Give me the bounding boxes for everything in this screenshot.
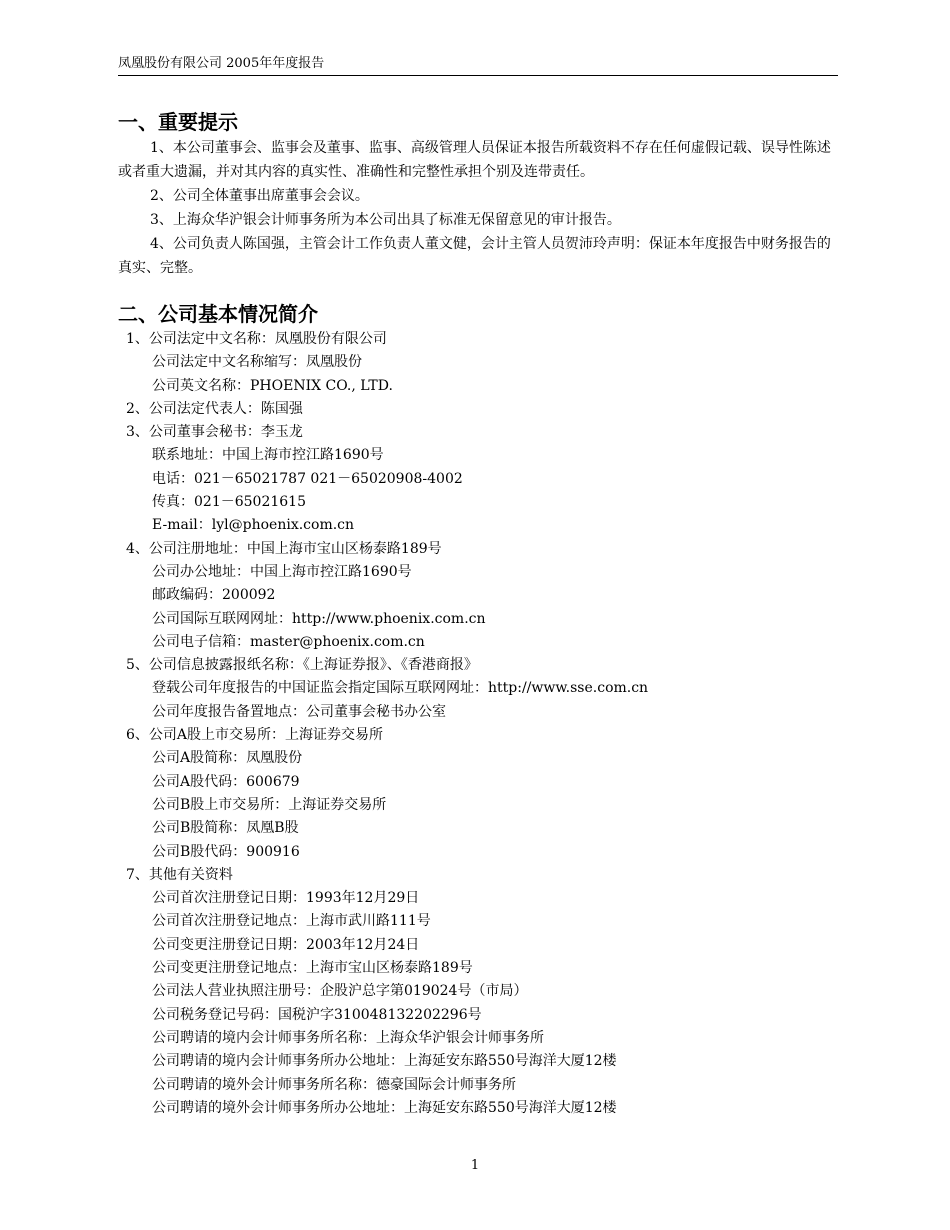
notice-paragraph-2: 2、公司全体董事出席董事会会议。	[150, 188, 369, 204]
info-line-board-secretary: 3、公司董事会秘书：李玉龙	[126, 424, 303, 441]
info-line-website: 公司国际互联网网址：http://www.phoenix.com.cn	[152, 610, 486, 627]
info-line-office-address: 公司办公地址：中国上海市控江路1690号	[152, 563, 412, 580]
info-line-domestic-auditor-address: 公司聘请的境内会计师事务所办公地址：上海延安东路550号海洋大厦12楼	[152, 1053, 617, 1070]
info-line-other-info: 7、其他有关资料	[126, 866, 233, 883]
info-line-legal-rep: 2、公司法定代表人：陈国强	[126, 400, 303, 417]
info-line-a-share-exchange: 6、公司A股上市交易所：上海证券交易所	[126, 727, 384, 744]
info-line-report-location: 公司年度报告备置地点：公司董事会秘书办公室	[152, 703, 446, 720]
section-1-title: 一、重要提示	[118, 110, 238, 134]
info-line-first-reg-place: 公司首次注册登记地点：上海市武川路111号	[152, 913, 431, 930]
info-line-overseas-auditor-address: 公司聘请的境外会计师事务所办公地址：上海延安东路550号海洋大厦12楼	[152, 1099, 617, 1116]
info-line-a-share-abbr: 公司A股简称：凤凰股份	[152, 750, 303, 767]
info-line-first-reg-date: 公司首次注册登记日期：1993年12月29日	[152, 890, 420, 907]
info-line-company-email: 公司电子信箱：master@phoenix.com.cn	[152, 633, 425, 650]
info-line-change-reg-place: 公司变更注册登记地点：上海市宝山区杨泰路189号	[152, 960, 473, 977]
info-line-b-share-code: 公司B股代码：900916	[152, 843, 300, 860]
info-line-fax: 传真：021－65021615	[152, 494, 306, 511]
info-line-domestic-auditor: 公司聘请的境内会计师事务所名称：上海众华沪银会计师事务所	[152, 1029, 544, 1046]
info-line-overseas-auditor: 公司聘请的境外会计师事务所名称：德豪国际会计师事务所	[152, 1076, 516, 1093]
info-line-phone: 电话：021－65021787 021－65020908-4002	[152, 470, 463, 487]
info-line-a-share-code: 公司A股代码：600679	[152, 773, 300, 790]
info-line-contact-address: 联系地址：中国上海市控江路1690号	[152, 447, 384, 464]
info-line-email: E-mail：lyl@phoenix.com.cn	[152, 517, 355, 534]
notice-paragraph-4: 4、公司负责人陈国强，主管会计工作负责人董文健，会计主管人员贺沛玲声明：保证本年度报告中财务报告的真实、完整。	[118, 236, 831, 276]
info-line-tax-number: 公司税务登记号码：国税沪字310048132202296号	[152, 1006, 482, 1023]
section-2-title: 二、公司基本情况简介	[118, 302, 318, 326]
info-line-legal-name: 1、公司法定中文名称：凤凰股份有限公司	[126, 331, 387, 347]
document-body	[118, 108, 838, 1120]
notice-paragraph-3: 3、上海众华沪银会计师事务所为本公司出具了标准无保留意见的审计报告。	[150, 212, 621, 228]
info-line-registered-address: 4、公司注册地址：中国上海市宝山区杨泰路189号	[126, 540, 442, 557]
company-info-list	[118, 328, 838, 1120]
notice-paragraph-1: 1、本公司董事会、监事会及董事、监事、高级管理人员保证本报告所载资料不存在任何虚假记载、误导性陈述或者重大遗漏，并对其内容的真实性、准确性和完整性承担个别及连带责任。	[118, 140, 831, 180]
info-line-b-share-exchange: 公司B股上市交易所：上海证券交易所	[152, 796, 387, 813]
header-rule	[118, 75, 838, 76]
info-line-english-name: 公司英文名称：PHOENIX CO., LTD.	[152, 377, 393, 394]
info-line-b-share-abbr: 公司B股简称：凤凰B股	[152, 820, 299, 837]
info-line-csrc-website: 登载公司年度报告的中国证监会指定国际互联网网址：http://www.sse.com.cn	[152, 680, 649, 697]
info-line-name-abbr: 公司法定中文名称缩写：凤凰股份	[152, 354, 362, 371]
running-header: 凤凰股份有限公司 2005年年度报告	[118, 56, 325, 71]
info-line-license-number: 公司法人营业执照注册号：企股沪总字第019024号（市局）	[152, 983, 528, 1000]
info-line-change-reg-date: 公司变更注册登记日期：2003年12月24日	[152, 936, 420, 953]
page-number: 1	[470, 1158, 480, 1173]
info-line-newspapers: 5、公司信息披露报纸名称：《上海证券报》、《香港商报》	[126, 657, 478, 674]
info-line-postcode: 邮政编码：200092	[152, 587, 276, 604]
